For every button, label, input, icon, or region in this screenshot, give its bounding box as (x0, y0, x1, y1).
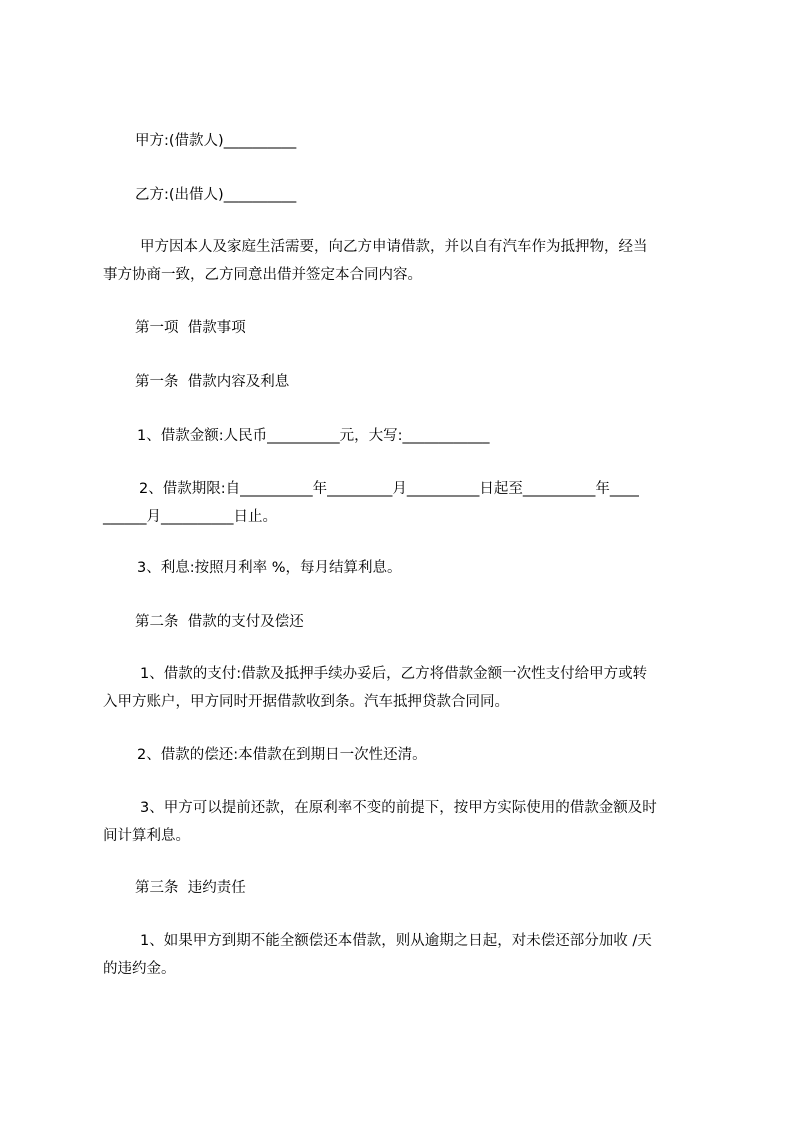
article-1-item-2-line-1: 2、借款期限:自__________年_________月__________日起至__________年____ (139, 481, 639, 497)
article-1-item-2-line-2: ______月__________日止。 (103, 509, 277, 525)
article-2-item-3-line-1: 3、甲方可以提前还款，在原利率不变的前提下，按甲方实际使用的借款金额及时 (140, 800, 657, 816)
article-3-title: 第三条 违约责任 (135, 880, 246, 896)
preamble-line-2: 事方协商一致，乙方同意出借并签定本合同内容。 (103, 267, 422, 283)
article-2-item-2: 2、借款的偿还:本借款在到期日一次性还清。 (137, 747, 427, 763)
article-2-item-3-line-2: 间计算利息。 (103, 828, 190, 844)
article-1-item-3: 3、利息:按照月利率 %，每月结算利息。 (137, 560, 402, 576)
article-1-item-1: 1、借款金额:人民币__________元，大写:____________ (137, 428, 490, 444)
party-a-line: 甲方:(借款人)__________ (135, 133, 297, 149)
section-1-title: 第一项 借款事项 (135, 320, 246, 336)
article-3-item-1-line-2: 的违约金。 (103, 961, 176, 977)
article-2-item-1-line-2: 入甲方账户，甲方同时开据借款收到条。汽车抵押贷款合同同。 (103, 694, 509, 710)
party-b-line: 乙方:(出借人)__________ (135, 187, 297, 203)
article-2-item-1-line-1: 1、借款的支付:借款及抵押手续办妥后，乙方将借款金额一次性支付给甲方或转 (140, 666, 648, 682)
article-2-title: 第二条 借款的支付及偿还 (135, 614, 304, 630)
article-3-item-1-line-1: 1、如果甲方到期不能全额偿还本借款，则从逾期之日起，对未偿还部分加收 /天 (140, 933, 652, 949)
article-1-title: 第一条 借款内容及利息 (135, 374, 290, 390)
preamble-line-1: 甲方因本人及家庭生活需要，向乙方申请借款，并以自有汽车作为抵押物，经当 (140, 239, 648, 255)
